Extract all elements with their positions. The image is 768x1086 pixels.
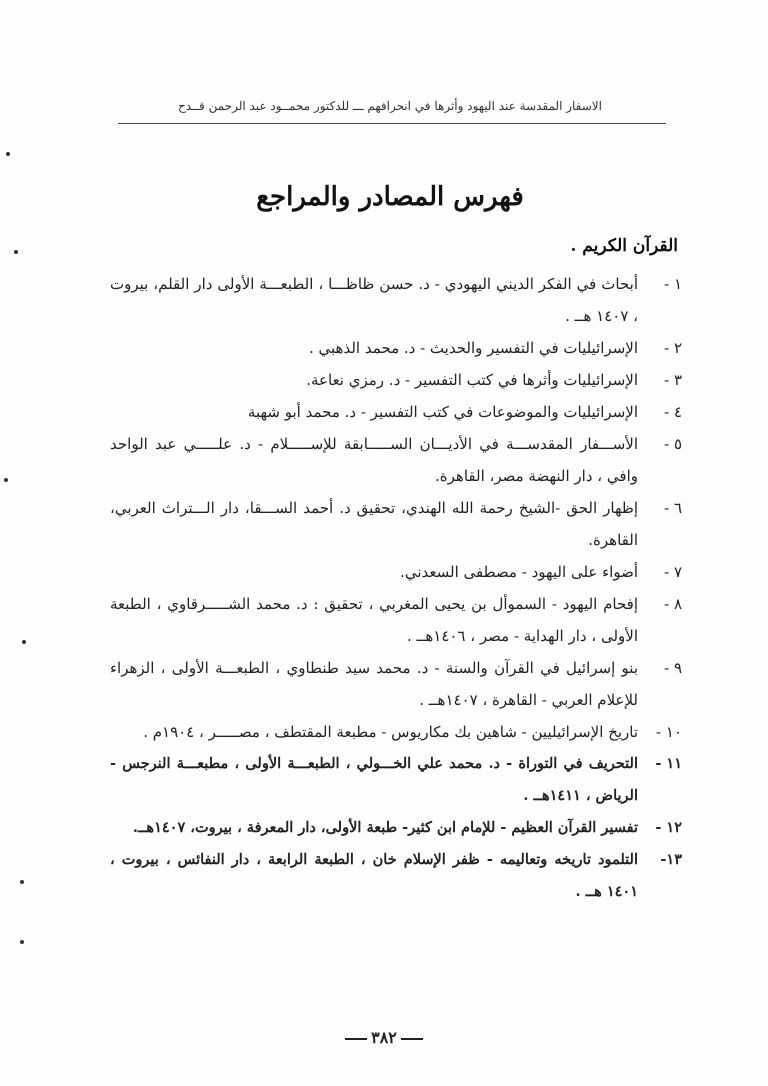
reference-item (110, 492, 682, 556)
scan-mark (20, 940, 24, 944)
reference-number: ١٠ - (656, 723, 682, 741)
reference-list (110, 268, 682, 908)
reference-text: الأســـفار المقدســـة في الأديـــان الســـــابقة للإســـــلام - د. علـــــي عبد الواحد وافي ، دار النهضة مصر، القاهرة. (110, 435, 638, 485)
reference-item (110, 268, 682, 332)
reference-item (110, 364, 682, 396)
reference-number: ١٢ - (655, 819, 682, 836)
page-number (334, 1028, 434, 1047)
reference-number: ١ - (664, 275, 682, 293)
reference-number: ٤ - (664, 403, 682, 421)
header-divider (118, 123, 666, 124)
page-number-value: ٣٨٢ (371, 1028, 397, 1047)
dash-left (345, 1038, 367, 1040)
reference-number: ٥ - (664, 435, 682, 453)
reference-text: إفحام اليهود - السموأل بن يحيى المغربي ، تحقيق : د. محمد الشـــــرقاوي ، الطبعة الأولى ، دار الهداية - مصر ، ١٤٠٦هــ . (110, 595, 638, 645)
reference-item (110, 428, 682, 492)
reference-text: الإسرائيليات في التفسير والحديث - د. محمد الذهبي . (308, 339, 638, 357)
reference-text: تاريخ الإسرائيليين - شاهين بك مكاريوس - مطبعة المقتطف ، مصـــــر ، ١٩٠٤م . (143, 723, 638, 741)
reference-number: ٢ - (664, 339, 682, 357)
reference-item (110, 588, 682, 652)
page-title: فهرس المصادر والمراجع (256, 182, 524, 212)
reference-item (110, 844, 682, 908)
reference-text: الإسرائيليات وأثرها في كتب التفسير - د. رمزي نعاعة. (306, 371, 638, 389)
reference-number: ١١ - (655, 755, 682, 772)
reference-text: الإسرائيليات والموضوعات في كتب التفسير - د. محمد أبو شهبة (247, 403, 638, 421)
reference-text: تفسير القرآن العظيم - للإمام ابن كثير- طبعة الأولى، دار المعرفة ، بيروت، ١٤٠٧هــ. (132, 819, 638, 836)
scan-mark (6, 152, 10, 156)
reference-text: إظهار الحق -الشيخ رحمة الله الهندي، تحقيق د. أحمد الســـقا، دار الـــتراث العربي، القاهرة. (110, 499, 638, 549)
reference-item (110, 652, 682, 716)
reference-item (110, 812, 682, 844)
reference-item (110, 396, 682, 428)
reference-item (110, 748, 682, 812)
scan-mark (20, 880, 24, 884)
reference-number: ٦ - (664, 499, 682, 517)
running-header: الاسفار المقدسة عند اليهود وأثرها في انحرافهم ـــ للدكتور محمــود عبد الرحمن قــدح (177, 99, 602, 113)
dash-right (401, 1038, 423, 1040)
scan-mark (4, 478, 8, 482)
reference-text: أبحاث في الفكر الديني اليهودي - د. حسن ظاظـــا ، الطبعـــة الأولى دار القلم، بيروت ، ١٤٠٧ هــ . (110, 275, 638, 325)
scan-mark (22, 640, 26, 644)
intro-line: القرآن الكريم . (570, 236, 678, 256)
reference-text: التحريف في التوراة - د. محمد علي الخـــولي ، الطبعـــة الأولى ، مطبعـــة النرجس - الرياض ، ١٤١١هــ . (110, 755, 638, 804)
reference-number: ٨ - (664, 595, 682, 613)
reference-text: بنو إسرائيل في القرآن والسنة - د. محمد سيد طنطاوي ، الطبعـــة الأولى ، الزهراء للإعلام العربي - القاهرة ، ١٤٠٧هــ . (110, 659, 638, 709)
reference-number: ٣ - (664, 371, 682, 389)
reference-text: التلمود تاريخه وتعاليمه - ظفر الإسلام خان ، الطبعة الرابعة ، دار النفائس ، بيروت ، ١٤٠١ هــ . (110, 851, 638, 900)
reference-item (110, 332, 682, 364)
reference-item (110, 716, 682, 748)
reference-text: أضواء على اليهود - مصطفى السعدني. (400, 563, 638, 581)
reference-item (110, 556, 682, 588)
reference-number: ٧ - (664, 563, 682, 581)
reference-number: ١٣- (660, 851, 682, 868)
reference-number: ٩ - (664, 659, 682, 677)
scan-mark (14, 250, 18, 254)
